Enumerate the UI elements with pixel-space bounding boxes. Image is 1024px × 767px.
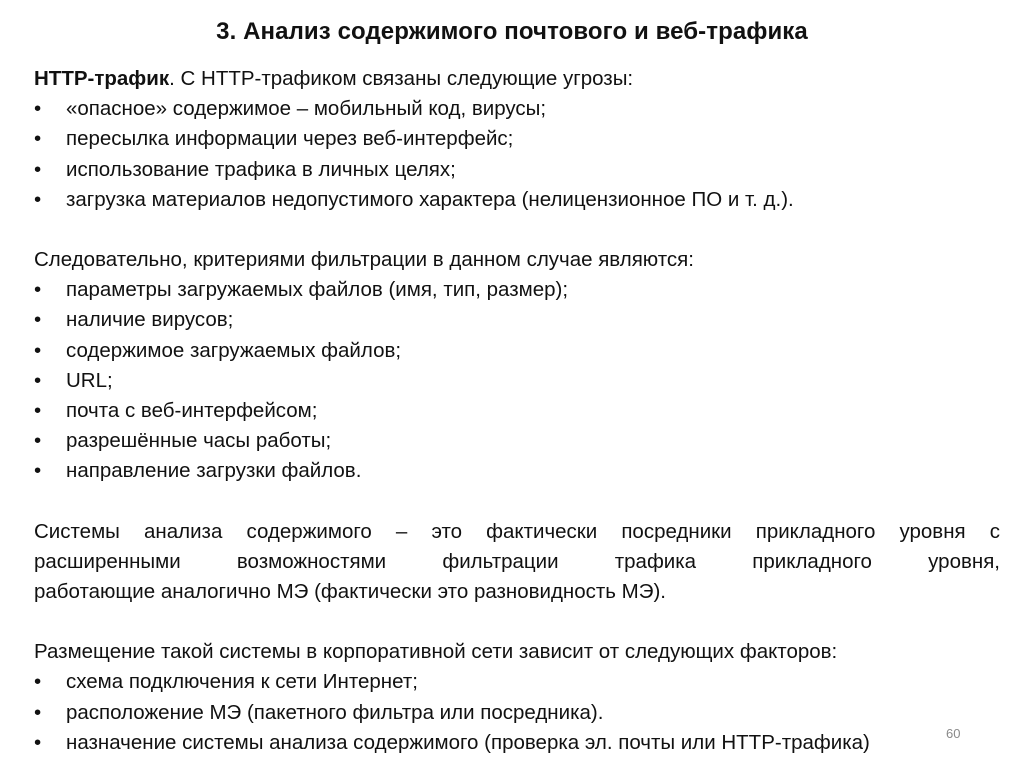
list-item: [34, 396, 1000, 426]
spacer: [34, 607, 1000, 637]
factors-list: [34, 667, 1000, 758]
list-item: [34, 366, 1000, 396]
paragraph-line: Системы анализа содержимого – это фактически посредники прикладного уровня с: [34, 519, 1000, 543]
spacer: [34, 487, 1000, 517]
list-item-text: назначение системы анализа содержимого (проверка эл. почты или HTTP-трафика): [66, 730, 870, 754]
http-intro-rest: . С HTTP-трафиком связаны следующие угрозы:: [169, 67, 634, 90]
list-item-text: направление загрузки файлов.: [66, 459, 362, 483]
criteria-intro: Следовательно, критериями фильтрации в данном случае являются:: [34, 248, 694, 272]
http-intro: [34, 64, 1000, 94]
list-item-text: параметры загружаемых файлов (имя, тип, размер);: [66, 278, 569, 302]
list-item: [34, 185, 1000, 215]
list-item-text: расположение МЭ (пакетного фильтра или посредника).: [66, 700, 604, 724]
list-item-text: загрузка материалов недопустимого характера (нелицензионное ПО и т. д.).: [66, 187, 794, 211]
list-item: [34, 336, 1000, 366]
list-item: [34, 305, 1000, 335]
bullet-icon: •: [34, 399, 42, 423]
list-item: [34, 124, 1000, 154]
bullet-icon: •: [34, 700, 42, 724]
paragraph-line: работающие аналогично МЭ (фактически это разновидность МЭ).: [34, 580, 667, 604]
list-item: [34, 667, 1000, 697]
list-item: [34, 456, 1000, 486]
list-item-text: содержимое загружаемых файлов;: [66, 338, 402, 362]
list-item: [34, 155, 1000, 185]
threats-list: [34, 94, 1000, 215]
slide-content: [34, 64, 1000, 758]
placement-intro: Размещение такой системы в корпоративной сети зависит от следующих факторов:: [34, 640, 838, 664]
bullet-icon: •: [34, 368, 42, 392]
bullet-icon: •: [34, 187, 42, 211]
list-item-text: наличие вирусов;: [66, 308, 234, 332]
http-intro-bold: HTTP-трафик: [34, 67, 170, 90]
bullet-icon: •: [34, 157, 42, 181]
list-item: [34, 275, 1000, 305]
paragraph-line: расширенными возможностями фильтрации трафика прикладного уровня,: [34, 549, 1000, 573]
list-item-text: URL;: [66, 368, 113, 392]
list-item-text: почта с веб-интерфейсом;: [66, 399, 318, 423]
list-item-text: схема подключения к сети Интернет;: [66, 670, 418, 694]
bullet-icon: •: [34, 459, 42, 483]
list-item: [34, 426, 1000, 456]
list-item-text: разрешённые часы работы;: [66, 429, 332, 453]
bullet-icon: •: [34, 278, 42, 302]
bullet-icon: •: [34, 670, 42, 694]
list-item-text: пересылка информации через веб-интерфейс;: [66, 127, 514, 151]
page-number: 60: [946, 726, 961, 741]
bullet-icon: •: [34, 97, 42, 121]
list-item-text: использование трафика в личных целях;: [66, 157, 456, 181]
bullet-icon: •: [34, 127, 42, 151]
list-item: [34, 728, 1000, 758]
bullet-icon: •: [34, 308, 42, 332]
list-item-text: «опасное» содержимое – мобильный код, вирусы;: [66, 97, 547, 121]
systems-paragraph: [34, 517, 1000, 608]
list-item: [34, 94, 1000, 124]
slide-title: 3. Анализ содержимого почтового и веб-трафика: [216, 18, 808, 45]
bullet-icon: •: [34, 730, 42, 754]
bullet-icon: •: [34, 429, 42, 453]
bullet-icon: •: [34, 338, 42, 362]
list-item: [34, 698, 1000, 728]
criteria-list: [34, 275, 1000, 486]
spacer: [34, 215, 1000, 245]
